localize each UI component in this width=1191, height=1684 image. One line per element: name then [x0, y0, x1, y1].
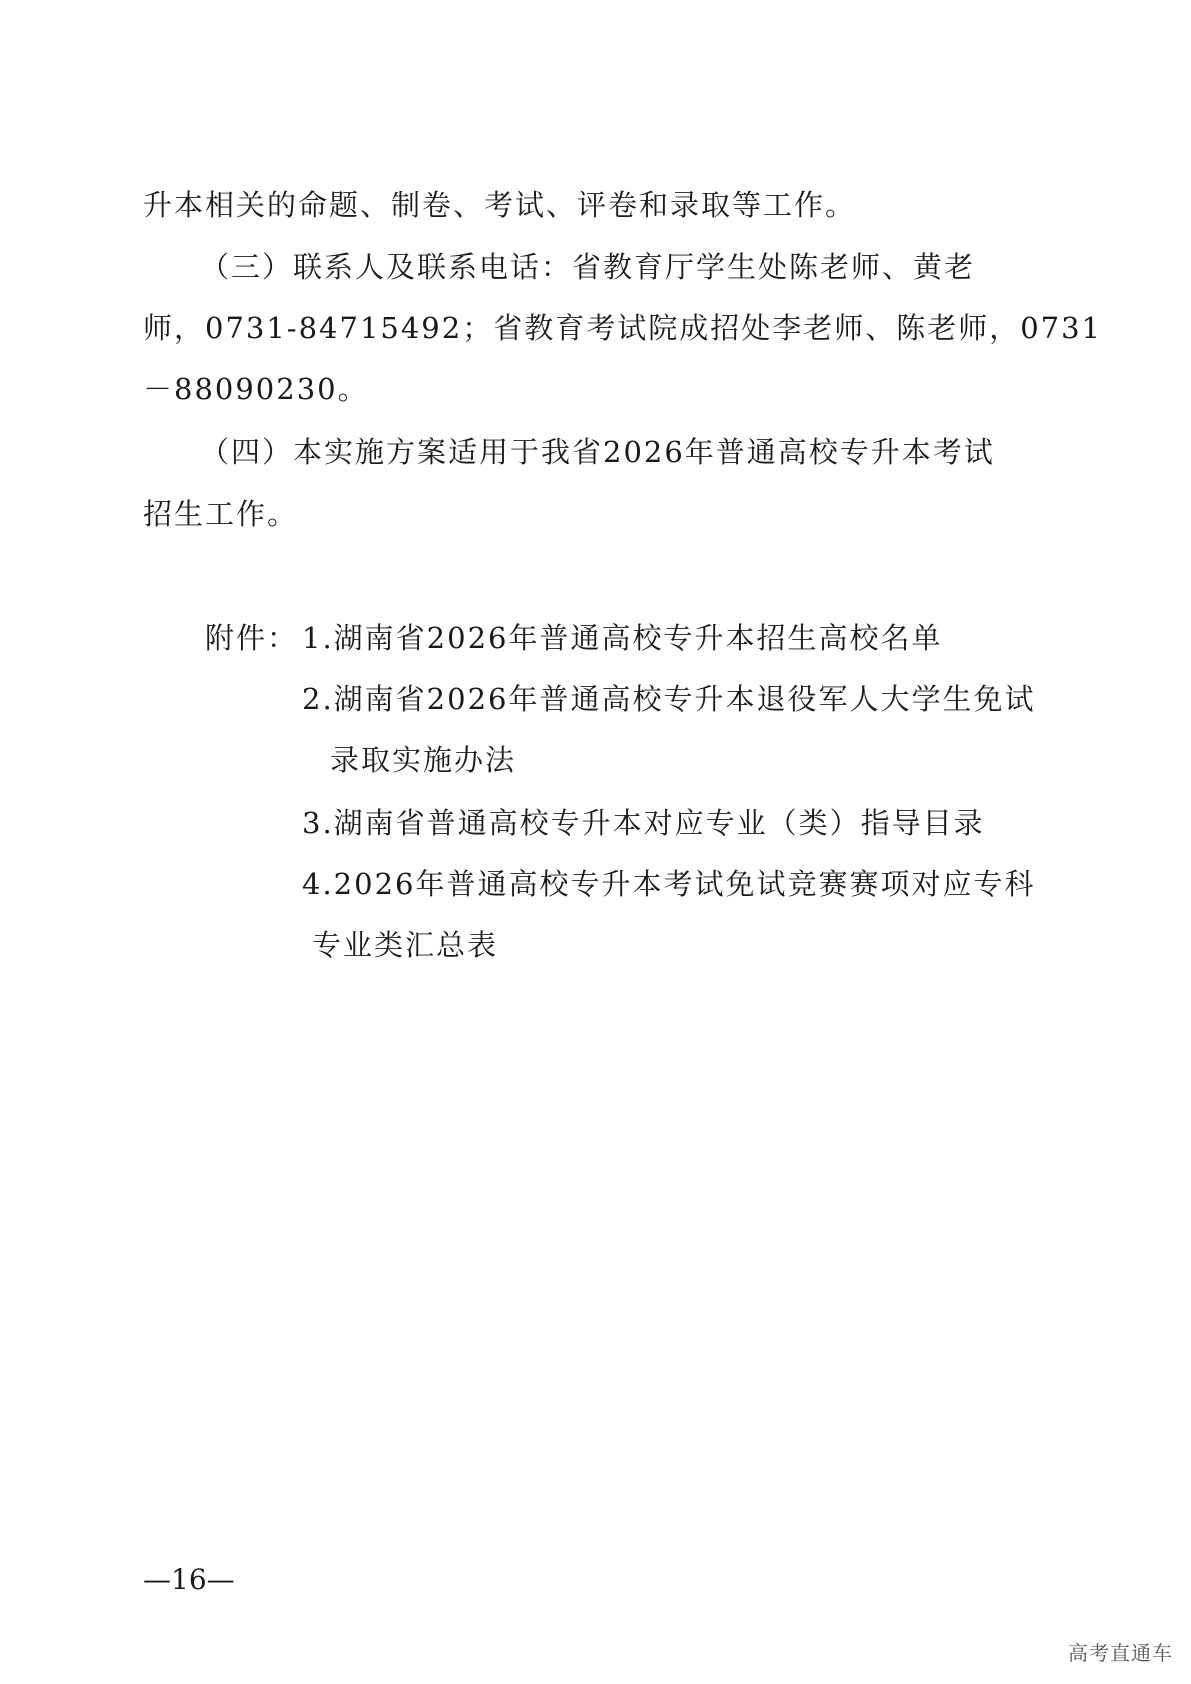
body-line-2: （三）联系人及联系电话：省教育厅学生处陈老师、黄老 [200, 250, 976, 284]
attachment-item-1: 1.湖南省2026年普通高校专升本招生高校名单 [302, 621, 943, 655]
body-line-6: 招生工作。 [143, 497, 299, 531]
page-number: —16— [143, 1563, 235, 1596]
attachments-label: 附件： [205, 621, 299, 655]
attachment-item-2: 2.湖南省2026年普通高校专升本退役军人大学生免试 [302, 682, 1036, 716]
attachment-item-2-continued: 录取实施办法 [330, 743, 517, 777]
attachment-item-4-continued: 专业类汇总表 [312, 928, 499, 962]
body-line-3: 师，0731-84715492；省教育考试院成招处李老师、陈老师，0731 [143, 311, 1103, 345]
watermark-text: 高考直通车 [1068, 1641, 1173, 1665]
attachment-item-3: 3.湖南省普通高校专升本对应专业（类）指导目录 [302, 806, 985, 840]
body-line-4: －88090230。 [143, 372, 369, 406]
attachment-item-4: 4.2026年普通高校专升本考试免试竞赛赛项对应专科 [302, 867, 1036, 901]
body-line-5: （四）本实施方案适用于我省2026年普通高校专升本考试 [200, 435, 995, 469]
body-line-1: 升本相关的命题、制卷、考试、评卷和录取等工作。 [143, 188, 857, 222]
